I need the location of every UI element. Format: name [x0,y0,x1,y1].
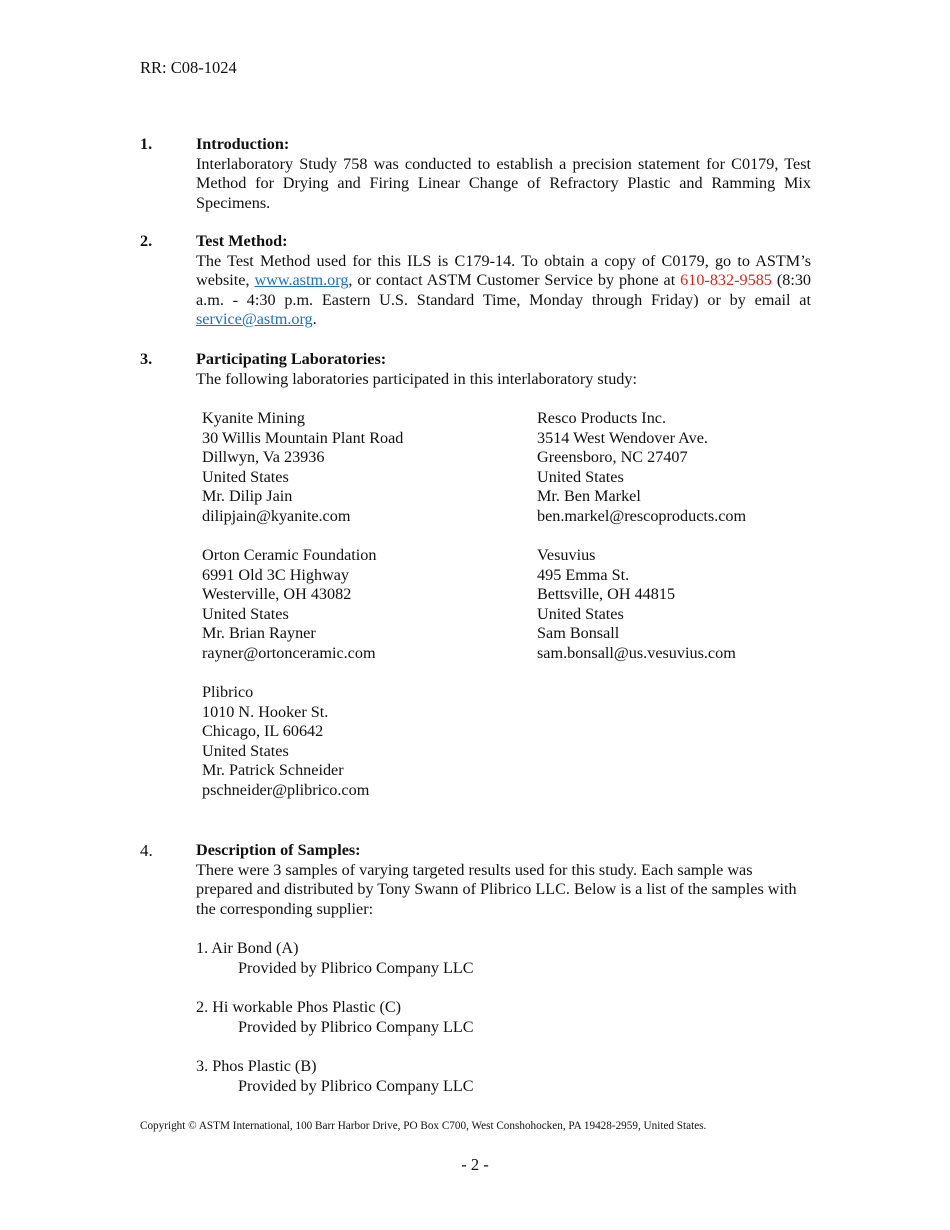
lab-email: pschneider@plibrico.com [202,780,370,799]
lab-country: United States [537,604,624,623]
section-number: 4. [140,841,153,860]
lab-contact: Mr. Patrick Schneider [202,761,344,780]
sample-item [196,1057,474,1096]
lab-city: Westerville, OH 43082 [202,585,352,604]
section-text: There were 3 samples of varying targeted results used for this study. Each sample was prepared and distributed by Tony Swann of Plibrico LLC. Below is a list of the samples with the corresponding supplier: [196,860,797,918]
section-text: Interlaboratory Study 758 was conducted to establish a precision statement for C0179, Test Method for Drying and Firing Linear Change of Refractory Plastic and Ramming Mix Specimens. [196,154,811,212]
lab-contact: Sam Bonsall [537,624,620,643]
sample-label: 2. Hi workable Phos Plastic (C) [196,998,402,1016]
section-title: Introduction: [196,135,290,153]
copyright-footer: Copyright © ASTM International, 100 Barr Harbor Drive, PO Box C700, West Conshohocken, PA 19428-2959, United States. [140,1120,707,1132]
lab-entry [202,683,369,801]
lab-name: Vesuvius [537,546,596,564]
section-text: The following laboratories participated in this interlaboratory study: [196,369,637,388]
lab-name: Resco Products Inc. [537,409,667,427]
lab-address: 3514 West Wendover Ave. [537,428,708,447]
text-part: The Test Method used for this ILS is C179-14. To obtain a copy of C0179, go to ASTM’s website, [196,251,811,290]
text-part: , or contact ASTM Customer Service by phone at [348,271,681,290]
section-text [196,252,811,330]
sample-provider: Provided by Plibrico Company LLC [238,958,474,977]
lab-address: 30 Willis Mountain Plant Road [202,428,404,447]
section-participating-laboratories [140,350,811,389]
sample-label: 3. Phos Plastic (B) [196,1057,317,1075]
section-test-method [140,232,811,330]
sample-item [196,998,474,1037]
sample-provider: Provided by Plibrico Company LLC [238,1017,474,1036]
lab-entry [202,409,403,527]
lab-contact: Mr. Ben Markel [537,487,641,506]
document-header: RR: C08-1024 [140,58,237,77]
section-number: 1. [140,135,153,153]
lab-entry [537,546,736,664]
section-title: Description of Samples: [196,841,361,859]
lab-address: 495 Emma St. [537,565,630,584]
lab-contact: Mr. Brian Rayner [202,624,316,643]
lab-name: Plibrico [202,683,254,701]
lab-email: sam.bonsall@us.vesuvius.com [537,643,736,662]
lab-address: 1010 N. Hooker St. [202,702,329,721]
section-number: 2. [140,232,153,250]
lab-entry [202,546,376,664]
sample-item [196,939,474,978]
section-number: 3. [140,350,153,368]
lab-country: United States [537,467,624,486]
lab-country: United States [202,741,289,760]
lab-email: dilipjain@kyanite.com [202,506,351,525]
lab-email: ben.markel@rescoproducts.com [537,506,747,525]
lab-email: rayner@ortonceramic.com [202,643,376,662]
lab-country: United States [202,604,289,623]
text-part: . [312,310,317,329]
lab-address: 6991 Old 3C Highway [202,565,350,584]
lab-city: Greensboro, NC 27407 [537,448,688,467]
lab-city: Chicago, IL 60642 [202,722,324,741]
lab-entry [537,409,746,527]
lab-name: Kyanite Mining [202,409,305,427]
lab-city: Dillwyn, Va 23936 [202,448,325,467]
lab-city: Bettsville, OH 44815 [537,585,676,604]
section-title: Test Method: [196,232,288,250]
text-part: (8:30 a.m. - 4:30 p.m. Eastern U.S. Standard Time, Monday through Friday) or by email at [196,271,812,309]
lab-name: Orton Ceramic Foundation [202,546,377,564]
website-link[interactable]: www.astm.org [254,271,349,290]
lab-country: United States [202,467,289,486]
lab-contact: Mr. Dilip Jain [202,487,293,506]
sample-label: 1. Air Bond (A) [196,939,299,957]
phone-number: 610-832-9585 [680,271,772,290]
section-introduction [140,135,811,213]
section-title: Participating Laboratories: [196,350,387,368]
email-link[interactable]: service@astm.org [196,310,313,329]
sample-provider: Provided by Plibrico Company LLC [238,1076,474,1095]
section-description-of-samples [140,841,811,919]
page-number: - 2 - [461,1155,489,1174]
